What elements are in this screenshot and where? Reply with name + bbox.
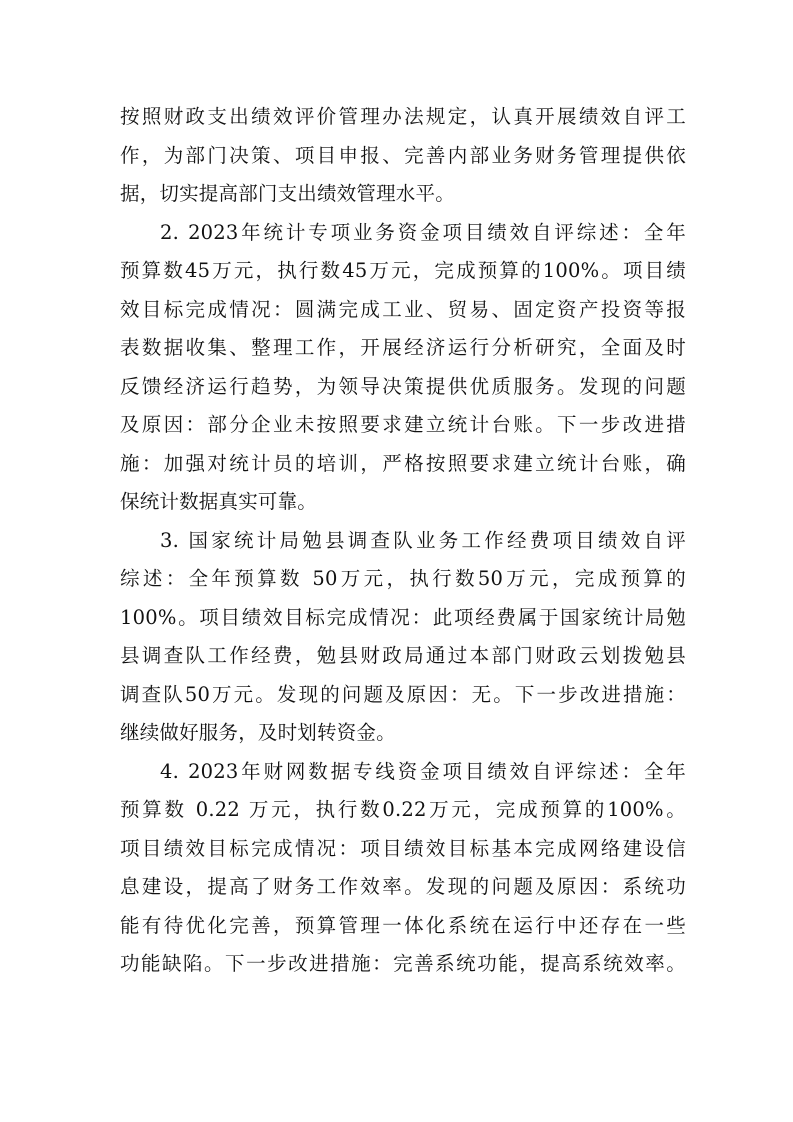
text-line: 预算数45万元，执行数45万元，完成预算的100%。项目绩 [120, 259, 686, 282]
text-line: 按照财政支出绩效评价管理办法规定，认真开展绩效自评工 [120, 105, 686, 128]
text-line: 综述：全年预算数 50万元，执行数50万元，完成预算的 [120, 567, 686, 590]
text-line: 反馈经济运行趋势，为领导决策提供优质服务。发现的问题 [120, 374, 686, 398]
text-line: 效目标完成情况：圆满完成工业、贸易、固定资产投资等报 [120, 297, 686, 321]
paragraph-4-first-line: 4. 2023年财网数据专线资金项目绩效自评综述：全年 [160, 759, 686, 783]
text-line: 100%。项目绩效目标完成情况：此项经费属于国家统计局勉 [120, 605, 686, 629]
text-line: 继续做好服务，及时划转资金。 [120, 721, 396, 744]
text-line: 保统计数据真实可靠。 [120, 490, 318, 513]
text-line: 预算数 0.22 万元，执行数0.22万元，完成预算的100%。 [120, 798, 686, 821]
text-line: 县调查队工作经费，勉县财政局通过本部门财政云划拨勉县 [120, 644, 686, 667]
text-line: 表数据收集、整理工作，开展经济运行分析研究，全面及时 [120, 336, 686, 359]
text-line: 调查队50万元。发现的问题及原因：无。下一步改进措施： [120, 682, 686, 706]
text-line: 能有待优化完善，预算管理一体化系统在运行中还存在一些 [120, 913, 686, 937]
paragraph-3-first-line: 3. 国家统计局勉县调查队业务工作经费项目绩效自评 [160, 528, 686, 552]
text-line: 施：加强对统计员的培训，严格按照要求建立统计台账，确 [120, 451, 686, 475]
text-line: 据，切实提高部门支出绩效管理水平。 [120, 182, 455, 205]
text-line: 息建设，提高了财务工作效率。发现的问题及原因：系统功 [120, 875, 686, 898]
text-line: 功能缺陷。下一步改进措施：完善系统功能，提高系统效率。 [120, 952, 686, 975]
paragraph-2-first-line: 2. 2023年统计专项业务资金项目绩效自评综述：全年 [160, 220, 686, 244]
text-line: 及原因：部分企业未按照要求建立统计台账。下一步改进措 [120, 413, 686, 436]
text-line: 项目绩效目标完成情况：项目绩效目标基本完成网络建设信 [120, 836, 686, 860]
text-line: 作，为部门决策、项目申报、完善内部业务财务管理提供依 [120, 143, 686, 167]
document-page [120, 98, 686, 984]
